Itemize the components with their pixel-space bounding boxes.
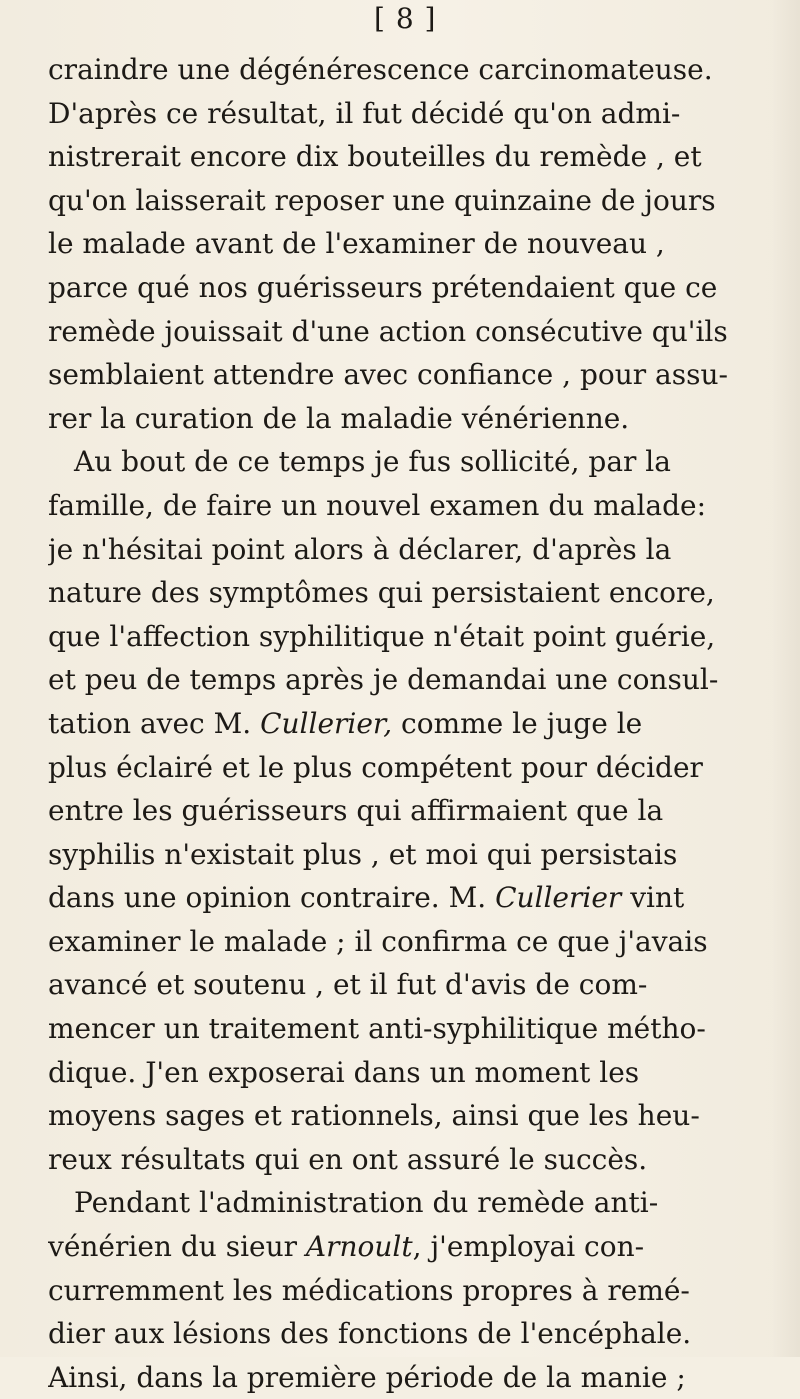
- text-line: [48, 876, 768, 920]
- text-segment: et peu de temps après je demandai une consul-: [48, 663, 719, 697]
- text-segment: nature des symptômes qui persistaient encore,: [48, 576, 715, 610]
- text-segment: je n'hésitai point alors à déclarer, d'après la: [48, 532, 672, 566]
- text-line: [48, 1356, 768, 1399]
- text-line: [48, 484, 768, 528]
- text-segment: vénérien du sieur: [48, 1230, 306, 1264]
- text-segment: tation avec M.: [48, 706, 261, 740]
- text-line: [48, 266, 768, 310]
- text-line: [48, 963, 768, 1007]
- text-line: [48, 222, 768, 266]
- text-segment: dans une opinion contraire. M.: [48, 881, 496, 915]
- text-segment: avancé et soutenu , et il fut d'avis de com-: [48, 968, 648, 1002]
- text-line: [48, 397, 768, 441]
- text-line: [48, 833, 768, 877]
- text-line: [48, 1269, 768, 1313]
- text-line: [48, 135, 768, 179]
- text-segment: que l'affection syphilitique n'était point guérie,: [48, 619, 716, 653]
- text-line: [48, 789, 768, 833]
- body-text: [48, 48, 768, 1399]
- text-segment: curremment les médications propres à remé-: [48, 1273, 690, 1307]
- text-line: [48, 615, 768, 659]
- text-segment: syphilis n'existait plus , et moi qui persistais: [48, 837, 678, 871]
- text-segment: examiner le malade ; il confirma ce que j'avais: [48, 924, 708, 958]
- text-line: [48, 702, 768, 746]
- text-line: [48, 1225, 768, 1269]
- text-segment: Ainsi, dans la première période de la manie ;: [48, 1360, 686, 1394]
- text-segment: moyens sages et rationnels, ainsi que les heu-: [48, 1099, 700, 1133]
- text-segment: plus éclairé et le plus compétent pour décider: [48, 750, 703, 784]
- text-segment: rer la curation de la maladie vénérienne.: [48, 401, 630, 435]
- page-edge-shadow: [772, 0, 800, 1357]
- text-segment: famille, de faire un nouvel examen du malade:: [48, 488, 707, 522]
- text-segment: entre les guérisseurs qui affirmaient que la: [48, 794, 664, 828]
- text-line: [48, 92, 768, 136]
- page-number: [ 8 ]: [374, 2, 437, 35]
- text-segment: dier aux lésions des fonctions de l'encéphale.: [48, 1317, 692, 1351]
- text-line: [48, 528, 768, 572]
- text-line: [48, 440, 768, 484]
- text-segment: remède jouissait d'une action consécutive qu'ils: [48, 314, 728, 348]
- text-segment: le malade avant de l'examiner de nouveau ,: [48, 227, 665, 261]
- text-segment: qu'on laisserait reposer une quinzaine de jours: [48, 183, 716, 217]
- text-line: [48, 179, 768, 223]
- text-segment: reux résultats qui en ont assuré le succès.: [48, 1142, 648, 1176]
- text-line: [48, 1094, 768, 1138]
- text-line: [48, 310, 768, 354]
- text-segment: craindre une dégénérescence carcinomateuse.: [48, 53, 713, 86]
- text-segment: semblaient attendre avec confiance , pour assu-: [48, 358, 728, 392]
- text-line: [48, 571, 768, 615]
- text-line: [48, 48, 768, 92]
- text-line: [48, 1007, 768, 1051]
- text-line: [48, 1051, 768, 1095]
- text-segment: , j'employai con-: [412, 1230, 645, 1264]
- text-line: [48, 920, 768, 964]
- text-segment: nistrerait encore dix bouteilles du remède , et: [48, 140, 702, 174]
- italic-name: Cullerier: [495, 881, 622, 915]
- text-line: [48, 1181, 768, 1225]
- text-segment: comme le juge le: [392, 706, 643, 740]
- italic-name: Cullerier,: [260, 706, 393, 740]
- text-segment: Pendant l'administration du remède anti-: [74, 1186, 659, 1220]
- text-segment: vint: [621, 881, 685, 915]
- text-segment: D'après ce résultat, il fut décidé qu'on admi-: [48, 96, 681, 130]
- text-line: [48, 1312, 768, 1356]
- text-line: [48, 658, 768, 702]
- text-segment: dique. J'en exposerai dans un moment les: [48, 1055, 640, 1089]
- text-line: [48, 1138, 768, 1182]
- text-line: [48, 353, 768, 397]
- text-line: [48, 746, 768, 790]
- text-segment: parce qué nos guérisseurs prétendaient que ce: [48, 270, 718, 304]
- text-segment: Au bout de ce temps je fus sollicité, par la: [74, 445, 671, 479]
- text-segment: mencer un traitement anti-syphilitique métho-: [48, 1012, 706, 1046]
- italic-name: Arnoult: [305, 1230, 413, 1264]
